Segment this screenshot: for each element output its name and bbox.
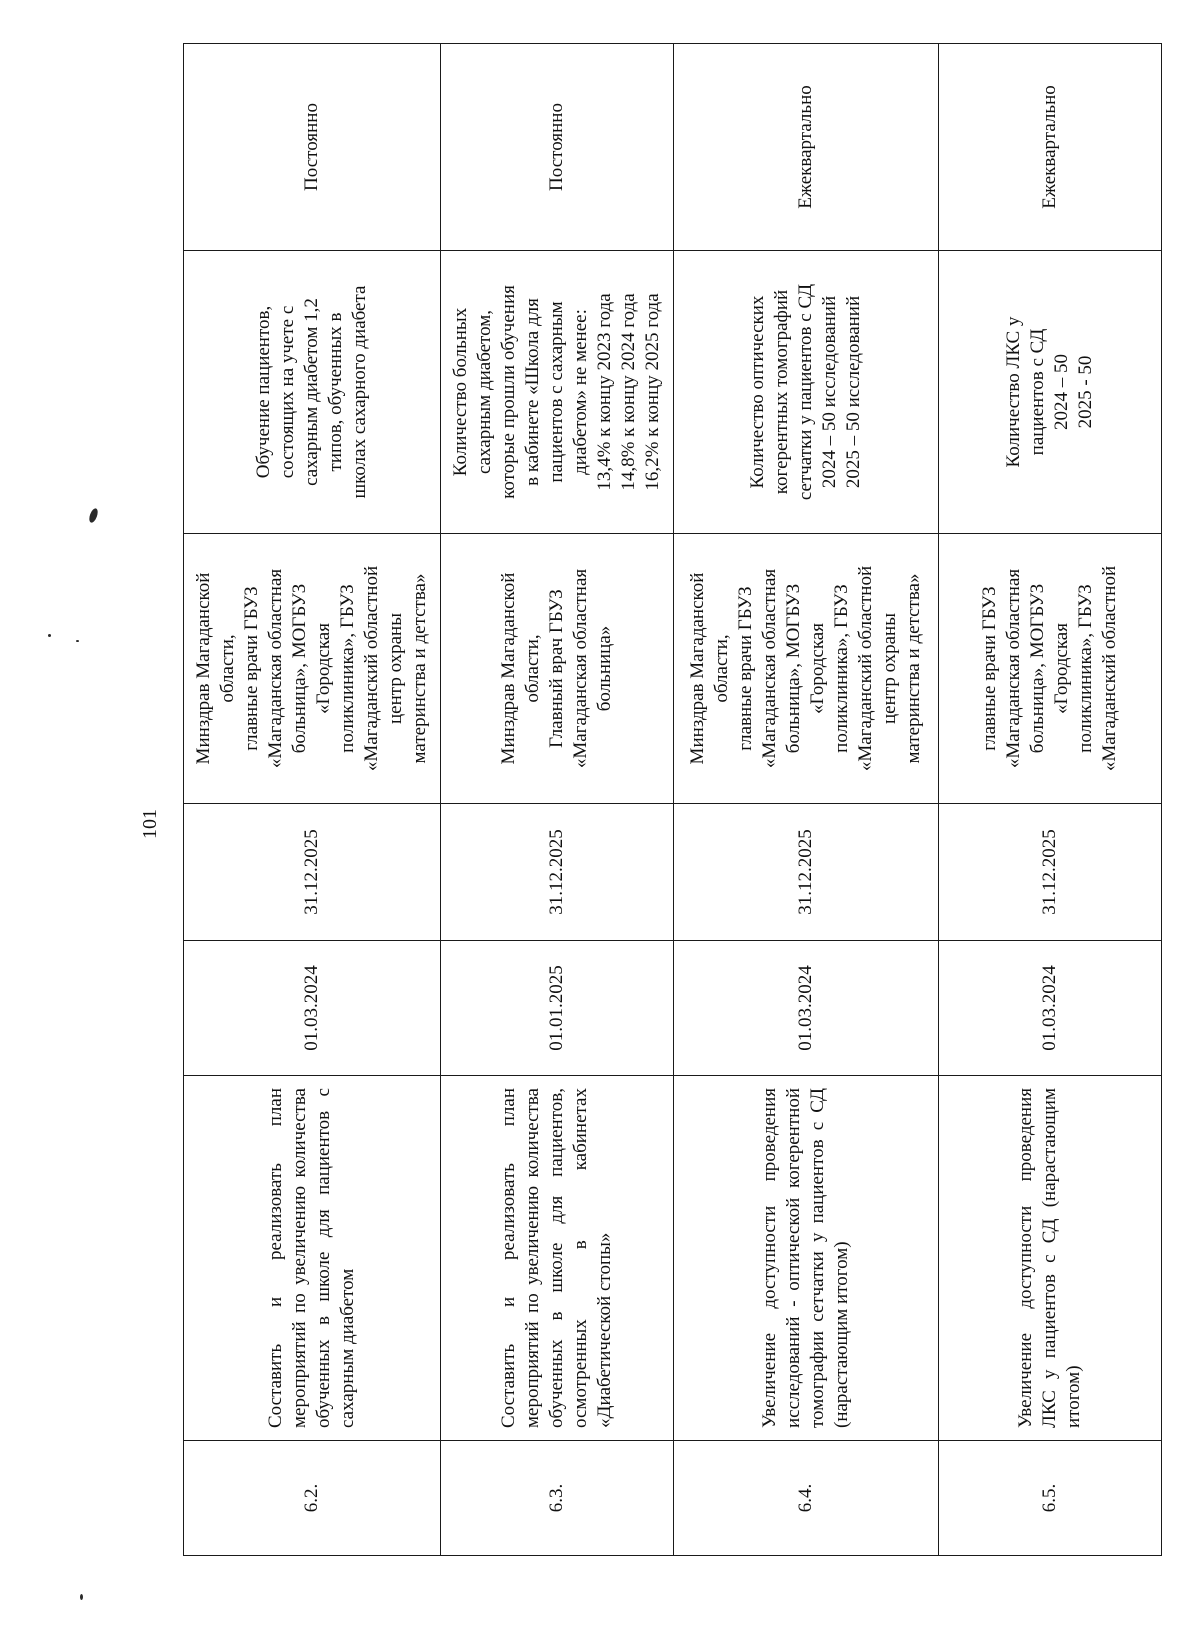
responsible-line: поликлиника», ГБУЗ: [831, 584, 852, 753]
responsible-line: материнства и детства»: [903, 573, 924, 764]
result-line: состоящих на учете с: [277, 305, 298, 479]
responsible-cell: [939, 534, 1162, 804]
responsible-line: больница»: [594, 625, 615, 712]
result-line: пациентов с сахарным: [546, 301, 567, 483]
responsible-line: «Магаданский областной: [1099, 565, 1120, 772]
result-line: Количество оптических: [747, 295, 768, 489]
measure-cell: Составить и реализовать план мероприятий по увеличению количества обученных в школе для пациентов, осмотренных в кабинетах «Диабетической стопы»: [441, 1076, 674, 1441]
result-line: сетчатки у пациентов с СД: [795, 283, 816, 501]
responsible-line: «Магаданский областной: [361, 565, 382, 772]
responsible-line: Минздрав Магаданской: [193, 572, 214, 765]
responsible-line: «Магаданская областная: [759, 568, 780, 769]
result-line: школах сахарного диабета: [349, 285, 370, 499]
responsible-line: центр охраны: [879, 613, 900, 724]
responsible-line: главные врачи ГБУЗ: [979, 586, 1000, 751]
responsible-line: Главный врач ГБУЗ: [546, 589, 567, 748]
table-row: [939, 44, 1162, 1556]
responsible-line: «Магаданская областная: [570, 568, 591, 769]
row-number: 6.2.: [184, 1441, 441, 1556]
measure-cell: Составить и реализовать план мероприятий по увеличению количества обученных в школе для пациентов с сахарным диабетом: [184, 1076, 441, 1441]
responsible-cell: [674, 534, 939, 804]
frequency-cell: Постоянно: [441, 44, 674, 251]
responsible-line: больница», МОГБУЗ: [783, 583, 804, 754]
start-date-cell: 01.03.2024: [184, 941, 441, 1076]
result-line: 2025 - 50: [1075, 355, 1096, 429]
responsible-line: материнства и детства»: [409, 573, 430, 764]
start-date-cell: 01.03.2024: [939, 941, 1162, 1076]
rotated-table-wrapper: [183, 44, 1157, 1556]
responsible-line: Минздрав Магаданской: [687, 572, 708, 765]
frequency-cell: Постоянно: [184, 44, 441, 251]
scan-speck: [76, 640, 79, 642]
result-line: 14,8% к концу 2024 года: [618, 293, 639, 491]
responsible-line: «Магаданская областная: [265, 568, 286, 769]
result-line: 16,2% к концу 2025 года: [642, 293, 663, 491]
start-date-cell: 01.01.2025: [441, 941, 674, 1076]
responsible-line: Минздрав Магаданской: [498, 572, 519, 765]
result-line: Количество больных: [450, 307, 471, 477]
responsible-line: главные врачи ГБУЗ: [735, 586, 756, 751]
start-date-cell: 01.03.2024: [674, 941, 939, 1076]
result-line: 13,4% к концу 2023 года: [594, 293, 615, 491]
responsible-line: области,: [217, 634, 238, 703]
table-row: [674, 44, 939, 1556]
responsible-line: «Городская: [313, 623, 334, 714]
scan-speck: [80, 1594, 83, 1600]
scan-speck: [88, 507, 100, 523]
plan-table: [183, 43, 1162, 1556]
result-cell: [674, 251, 939, 534]
responsible-cell: [184, 534, 441, 804]
responsible-line: «Магаданская областная: [1003, 568, 1024, 769]
end-date-cell: 31.12.2025: [441, 804, 674, 941]
table-row: [184, 44, 441, 1556]
row-number: 6.4.: [674, 1441, 939, 1556]
responsible-line: «Городская: [807, 623, 828, 714]
result-cell: [939, 251, 1162, 534]
responsible-line: больница», МОГБУЗ: [289, 583, 310, 754]
result-line: 2025 – 50 исследований: [843, 295, 864, 489]
result-line: сахарным диабетом,: [474, 309, 495, 475]
result-line: пациентов с СД: [1027, 328, 1048, 456]
result-line: Количество ЛКС у: [1003, 316, 1024, 468]
result-line: 2024 – 50 исследований: [819, 295, 840, 489]
result-line: 2024 – 50: [1051, 354, 1072, 430]
result-line: которые прошли обучения: [498, 285, 519, 499]
responsible-line: «Городская: [1051, 623, 1072, 714]
result-cell: [441, 251, 674, 534]
result-cell: [184, 251, 441, 534]
responsible-line: главные врачи ГБУЗ: [241, 586, 262, 751]
frequency-cell: Ежеквартально: [939, 44, 1162, 251]
responsible-line: поликлиника», ГБУЗ: [1075, 584, 1096, 753]
responsible-line: области,: [522, 634, 543, 703]
end-date-cell: 31.12.2025: [939, 804, 1162, 941]
result-line: диабетом» не менее:: [570, 309, 591, 475]
result-line: типов, обученных в: [325, 312, 346, 472]
end-date-cell: 31.12.2025: [674, 804, 939, 941]
responsible-line: поликлиника», ГБУЗ: [337, 584, 358, 753]
responsible-line: «Магаданский областной: [855, 565, 876, 772]
end-date-cell: 31.12.2025: [184, 804, 441, 941]
page-number: 101: [139, 809, 161, 839]
measure-cell: Увеличение доступности проведения ЛКС у пациентов с СД (нарастающим итогом): [939, 1076, 1162, 1441]
row-number: 6.3.: [441, 1441, 674, 1556]
result-line: в кабинете «Школа для: [522, 298, 543, 486]
result-line: когерентных томографий: [771, 289, 792, 495]
table-row: [441, 44, 674, 1556]
responsible-line: центр охраны: [385, 613, 406, 724]
result-line: сахарным диабетом 1,2: [301, 298, 322, 486]
measure-cell: Увеличение доступности проведения исследований - оптической когерентной томографии сетчатки у пациентов с СД (нарастающим итогом): [674, 1076, 939, 1441]
responsible-line: области,: [711, 634, 732, 703]
result-line: Обучение пациентов,: [253, 305, 274, 479]
table-body: [184, 44, 1162, 1556]
row-number: 6.5.: [939, 1441, 1162, 1556]
responsible-line: больница», МОГБУЗ: [1027, 583, 1048, 754]
responsible-cell: [441, 534, 674, 804]
frequency-cell: Ежеквартально: [674, 44, 939, 251]
scan-speck: [48, 634, 51, 637]
